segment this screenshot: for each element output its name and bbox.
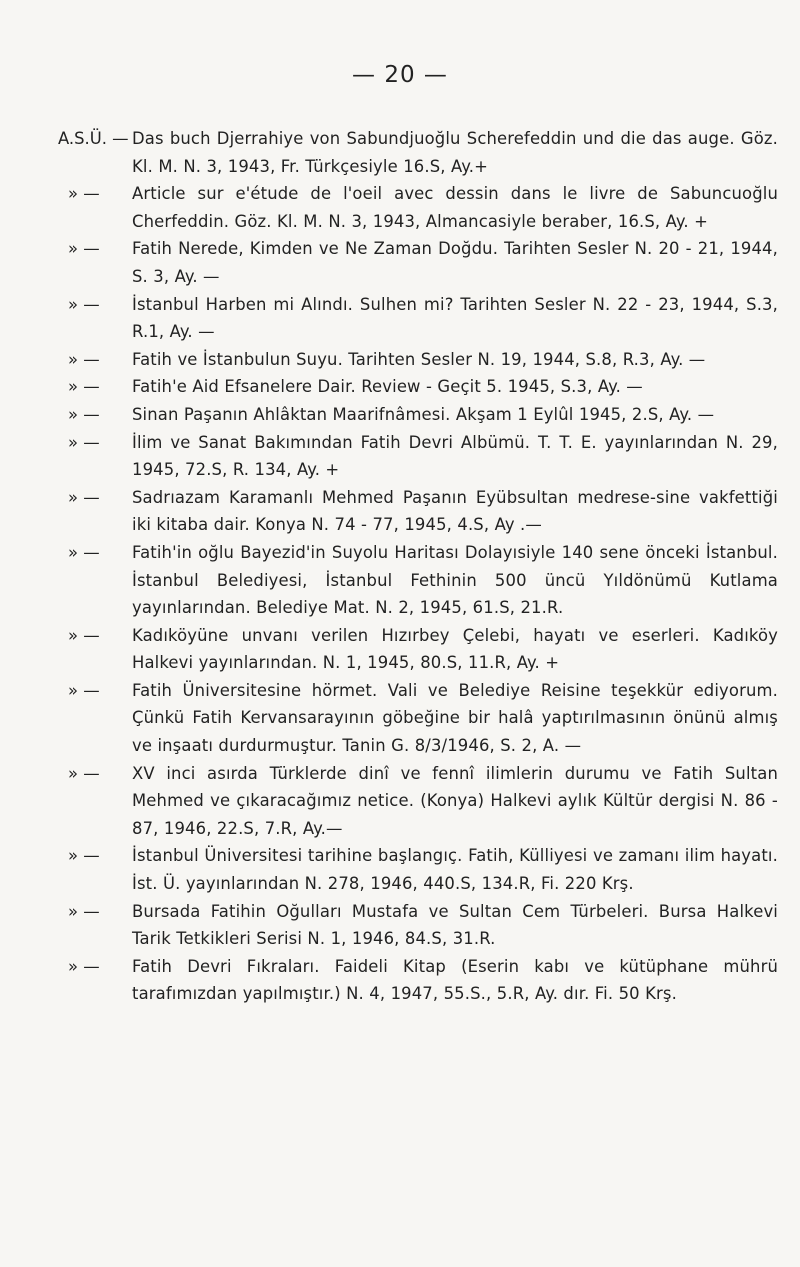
entry-text: Bursada Fatihin Oğulları Mustafa ve Sultan Cem Türbeleri. Bursa Halkevi Tarik Tetkikleri Serisi N. 1, 1946, 84.S, 31.R. [132, 901, 778, 949]
entry-text: Sinan Paşanın Ahlâktan Maarifnâmesi. Akşam 1 Eylûl 1945, 2.S, Ay. — [132, 404, 715, 424]
list-item [58, 842, 778, 897]
entry-marker: » — [68, 294, 100, 314]
entry-marker: A.S.Ü. — [58, 129, 129, 148]
list-item [58, 373, 778, 401]
entry-marker: » — [68, 901, 100, 921]
entry-text: Fatih Nerede, Kimden ve Ne Zaman Doğdu. Tarihten Sesler N. 20 - 21, 1944, S. 3, Ay. — [132, 239, 778, 286]
entry-text: Fatih'e Aid Efsanelere Dair. Review - Geçit 5. 1945, S.3, Ay. — [132, 377, 643, 397]
entry-marker: » — [68, 763, 100, 783]
entry-marker: » — [68, 432, 100, 452]
bibliography-list [58, 125, 778, 1008]
entry-text: Fatih Üniversitesine hörmet. Vali ve Belediye Reisine teşekkür ediyorum. Çünkü Fatih Kervansarayının göbeğine bir halâ yaptırılmasının önünü almış ve inşaatı durdurmuştur. Tanin G. 8/3/1946, S. 2, A. — [132, 680, 778, 756]
entry-text: İstanbul Üniversitesi tarihine başlangıç. Fatih, Külliyesi ve zamanı ilim hayatı. İst. Ü. yayınlarından N. 278, 1946, 440.S, 134.R, Fi. 220 Krş. [132, 846, 778, 894]
list-item [58, 401, 778, 429]
page-number: — 20 — [352, 62, 448, 88]
entry-text: Fatih'in oğlu Bayezid'in Suyolu Haritası Dolayısiyle 140 sene önceki İstanbul. İstanbul Belediyesi, İstanbul Fethinin 500 üncü Yıldönümü Kutlama yayınlarından. Belediye Mat. N. 2, 1945, 61.S, 21.R. [132, 542, 778, 618]
list-item [58, 677, 778, 760]
list-item [58, 429, 778, 484]
entry-marker: » — [68, 680, 100, 700]
entry-text: XV inci asırda Türklerde dinî ve fennî ilimlerin durumu ve Fatih Sultan Mehmed ve çıkaracağımız netice. (Konya) Halkevi aylık Kültür dergisi N. 86 - 87, 1946, 22.S, 7.R, Ay.— [132, 763, 778, 838]
entry-text: Fatih Devri Fıkraları. Faideli Kitap (Eserin kabı ve kütüphane mührü tarafımızdan yapılmıştır.) N. 4, 1947, 55.S., 5.R, Ay. dır. Fi. 50 Krş. [132, 956, 778, 1004]
entry-marker: » — [68, 349, 100, 369]
entry-text: İlim ve Sanat Bakımından Fatih Devri Albümü. T. T. E. yayınlarından N. 29, 1945, 72.S, R. 134, Ay. + [132, 432, 778, 480]
entry-marker: » — [68, 239, 100, 259]
entry-text: Das buch Djerrahiye von Sabundjuoğlu Scherefeddin und die das auge. Göz. Kl. M. N. 3, 1943, Fr. Türkçesiyle 16.S, Ay.+ [132, 129, 778, 176]
entry-marker: » — [68, 377, 100, 397]
list-item [58, 291, 778, 346]
list-item [58, 125, 778, 180]
list-item [58, 539, 778, 622]
entry-text: Fatih ve İstanbulun Suyu. Tarihten Sesler N. 19, 1944, S.8, R.3, Ay. — [132, 349, 706, 369]
list-item [58, 484, 778, 539]
entry-text: İstanbul Harben mi Alındı. Sulhen mi? Tarihten Sesler N. 22 - 23, 1944, S.3, R.1, Ay. — [132, 294, 778, 342]
entry-marker: » — [68, 542, 100, 562]
list-item [58, 180, 778, 235]
list-item [58, 346, 778, 374]
entry-marker: » — [68, 487, 100, 507]
list-item [58, 760, 778, 843]
entry-text: Kadıköyüne unvanı verilen Hızırbey Çelebi, hayatı ve eserleri. Kadıköy Halkevi yayınlarından. N. 1, 1945, 80.S, 11.R, Ay. + [132, 625, 778, 673]
list-item [58, 898, 778, 953]
entry-text: Sadrıazam Karamanlı Mehmed Paşanın Eyübsultan medrese-sine vakfettiği iki kitaba dair. Konya N. 74 - 77, 1945, 4.S, Ay .— [132, 487, 778, 535]
entry-text: Article sur e'étude de l'oeil avec dessin dans le livre de Sabuncuoğlu Cherfeddin. Göz. Kl. M. N. 3, 1943, Almancasiyle beraber, 16.S, Ay. + [132, 184, 778, 231]
entry-marker: » — [68, 846, 100, 866]
entry-marker: » — [68, 956, 100, 976]
list-item [58, 622, 778, 677]
entry-marker: » — [68, 404, 100, 424]
entry-marker: » — [68, 184, 100, 204]
entry-marker: » — [68, 625, 100, 645]
list-item [58, 235, 778, 290]
list-item [58, 953, 778, 1008]
